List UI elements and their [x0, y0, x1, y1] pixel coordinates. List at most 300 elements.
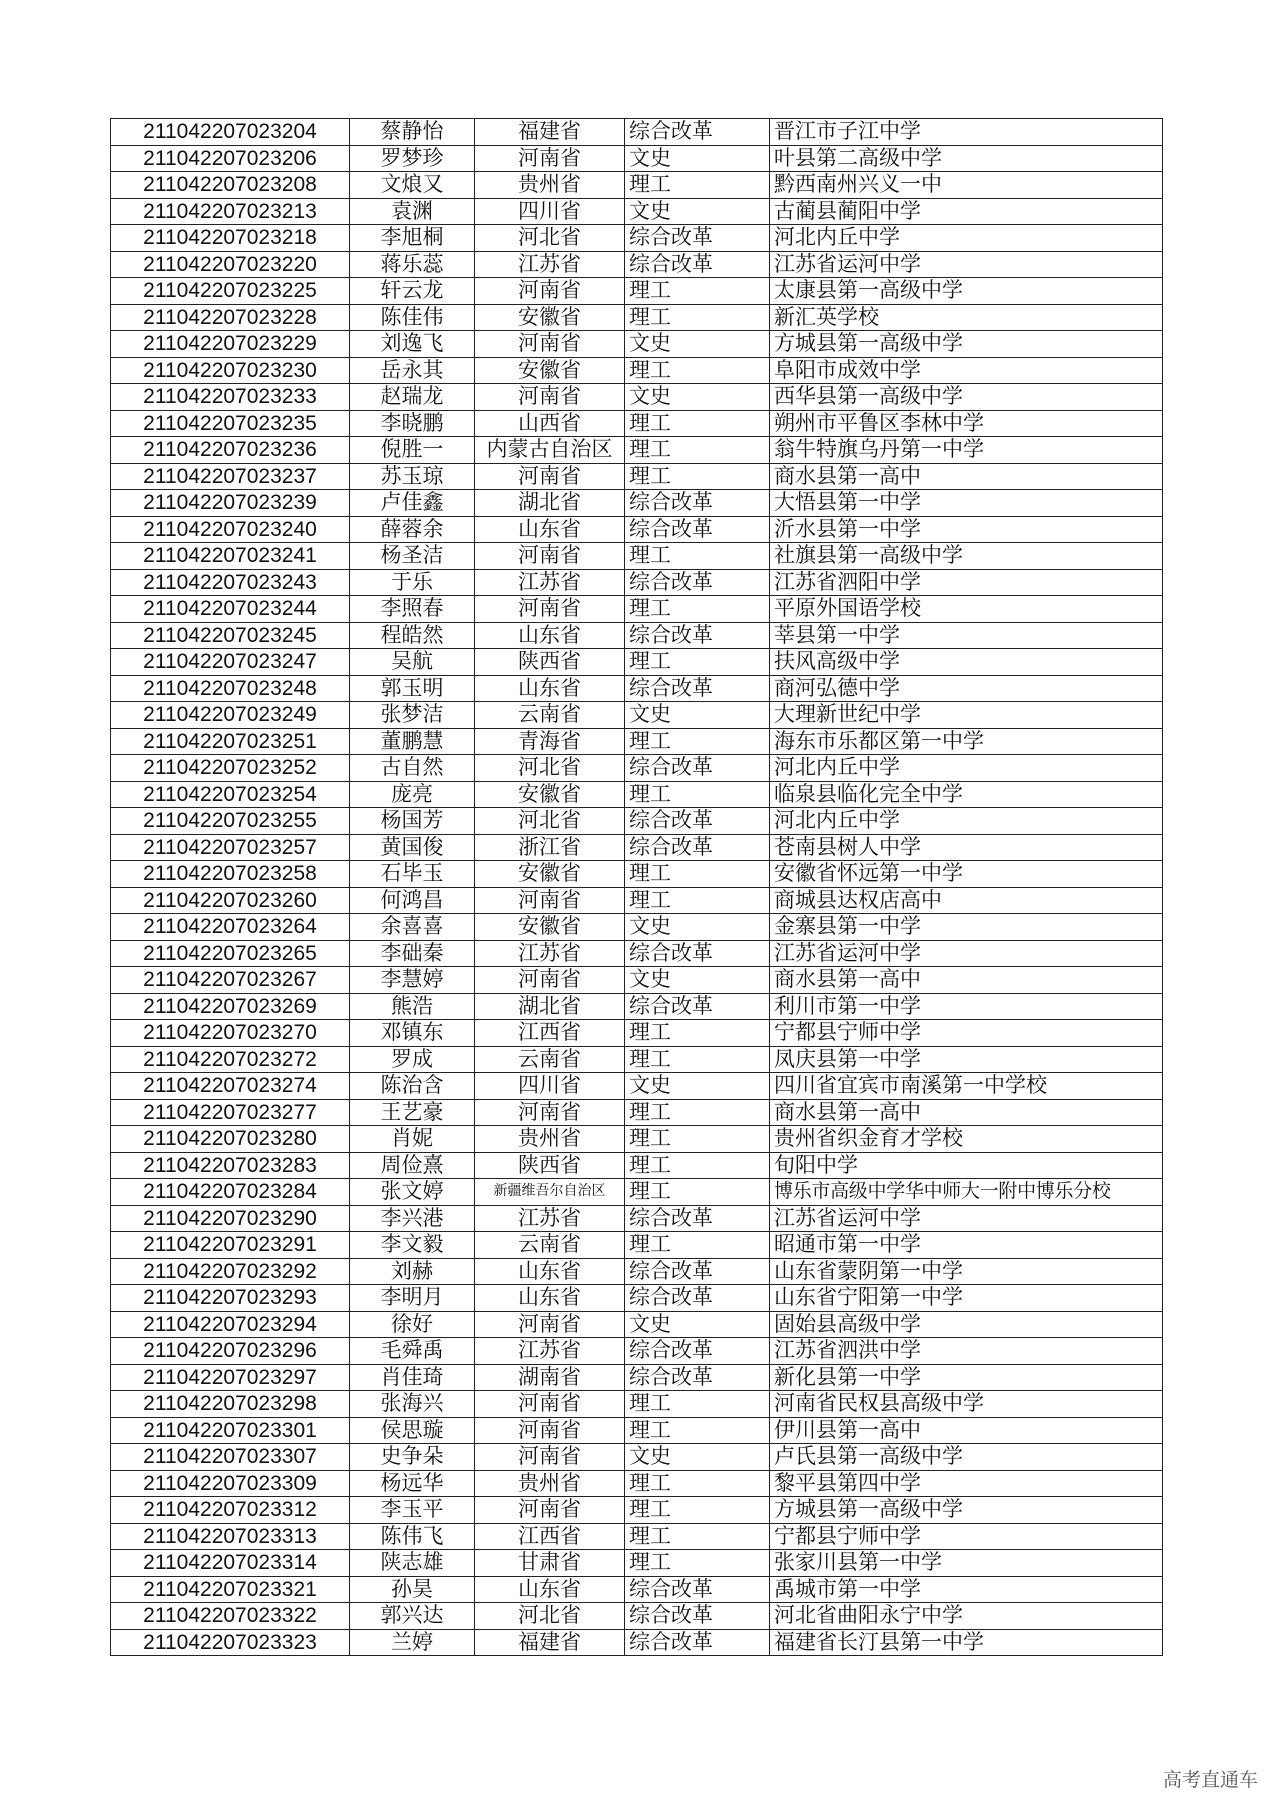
name-cell: 陈佳伟 [350, 304, 475, 331]
province-cell: 贵州省 [475, 172, 625, 199]
name-cell: 肖佳琦 [350, 1364, 475, 1391]
table-row [111, 516, 1163, 543]
id-cell: 211042207023292 [111, 1258, 350, 1285]
school-cell: 禹城市第一中学 [770, 1576, 1163, 1603]
school-cell: 黔西南州兴义一中 [770, 172, 1163, 199]
school-cell: 宁都县宁师中学 [770, 1020, 1163, 1047]
school-cell: 河北内丘中学 [770, 755, 1163, 782]
id-cell: 211042207023260 [111, 887, 350, 914]
province-cell: 河南省 [475, 1311, 625, 1338]
school-cell: 昭通市第一中学 [770, 1232, 1163, 1259]
id-cell: 211042207023235 [111, 410, 350, 437]
province-cell: 河南省 [475, 967, 625, 994]
admission-table [110, 118, 1163, 1656]
school-cell: 大理新世纪中学 [770, 702, 1163, 729]
table-row [111, 887, 1163, 914]
school-cell: 河北省曲阳永宁中学 [770, 1603, 1163, 1630]
id-cell: 211042207023284 [111, 1179, 350, 1206]
table-row [111, 1179, 1163, 1206]
id-cell: 211042207023258 [111, 861, 350, 888]
subject-cell: 文史 [625, 1073, 770, 1100]
province-cell: 山西省 [475, 410, 625, 437]
name-cell: 李慧婷 [350, 967, 475, 994]
subject-cell: 综合改革 [625, 1629, 770, 1656]
subject-cell: 理工 [625, 1497, 770, 1524]
province-cell: 江苏省 [475, 1205, 625, 1232]
table-row [111, 781, 1163, 808]
subject-cell: 综合改革 [625, 940, 770, 967]
id-cell: 211042207023277 [111, 1099, 350, 1126]
id-cell: 211042207023264 [111, 914, 350, 941]
subject-cell: 理工 [625, 543, 770, 570]
province-cell: 云南省 [475, 1046, 625, 1073]
school-cell: 山东省宁阳第一中学 [770, 1285, 1163, 1312]
name-cell: 卢佳鑫 [350, 490, 475, 517]
province-cell: 甘肃省 [475, 1550, 625, 1577]
province-cell: 河南省 [475, 1497, 625, 1524]
name-cell: 罗成 [350, 1046, 475, 1073]
table-row [111, 861, 1163, 888]
province-cell: 江西省 [475, 1523, 625, 1550]
id-cell: 211042207023283 [111, 1152, 350, 1179]
name-cell: 李晓鹏 [350, 410, 475, 437]
name-cell: 周俭熹 [350, 1152, 475, 1179]
id-cell: 211042207023208 [111, 172, 350, 199]
province-cell: 福建省 [475, 119, 625, 146]
subject-cell: 综合改革 [625, 675, 770, 702]
name-cell: 李明月 [350, 1285, 475, 1312]
subject-cell: 理工 [625, 1179, 770, 1206]
id-cell: 211042207023245 [111, 622, 350, 649]
subject-cell: 理工 [625, 437, 770, 464]
subject-cell: 综合改革 [625, 808, 770, 835]
table-row [111, 940, 1163, 967]
subject-cell: 理工 [625, 887, 770, 914]
province-cell: 安徽省 [475, 304, 625, 331]
province-cell: 安徽省 [475, 357, 625, 384]
school-cell: 新汇英学校 [770, 304, 1163, 331]
province-cell: 浙江省 [475, 834, 625, 861]
name-cell: 张海兴 [350, 1391, 475, 1418]
id-cell: 211042207023323 [111, 1629, 350, 1656]
school-cell: 西华县第一高级中学 [770, 384, 1163, 411]
table-row [111, 198, 1163, 225]
name-cell: 兰婷 [350, 1629, 475, 1656]
school-cell: 莘县第一中学 [770, 622, 1163, 649]
table-row [111, 993, 1163, 1020]
name-cell: 程皓然 [350, 622, 475, 649]
school-cell: 新化县第一中学 [770, 1364, 1163, 1391]
name-cell: 毛舜禹 [350, 1338, 475, 1365]
school-cell: 博乐市高级中学华中师大一附中博乐分校 [770, 1179, 1163, 1206]
table-row [111, 304, 1163, 331]
school-cell: 翁牛特旗乌丹第一中学 [770, 437, 1163, 464]
province-cell: 山东省 [475, 675, 625, 702]
table-row [111, 1020, 1163, 1047]
province-cell: 青海省 [475, 728, 625, 755]
table-row [111, 834, 1163, 861]
table-row [111, 1285, 1163, 1312]
table-row [111, 1232, 1163, 1259]
name-cell: 李文毅 [350, 1232, 475, 1259]
name-cell: 苏玉琼 [350, 463, 475, 490]
table-row [111, 596, 1163, 623]
school-cell: 商城县达权店高中 [770, 887, 1163, 914]
province-cell: 山东省 [475, 622, 625, 649]
name-cell: 侯思璇 [350, 1417, 475, 1444]
subject-cell: 理工 [625, 1126, 770, 1153]
school-cell: 叶县第二高级中学 [770, 145, 1163, 172]
subject-cell: 综合改革 [625, 755, 770, 782]
province-cell: 河南省 [475, 463, 625, 490]
subject-cell: 综合改革 [625, 993, 770, 1020]
table-row [111, 251, 1163, 278]
subject-cell: 文史 [625, 198, 770, 225]
school-cell: 黎平县第四中学 [770, 1470, 1163, 1497]
province-cell: 山东省 [475, 1285, 625, 1312]
subject-cell: 文史 [625, 384, 770, 411]
name-cell: 文烺又 [350, 172, 475, 199]
subject-cell: 文史 [625, 331, 770, 358]
name-cell: 袁渊 [350, 198, 475, 225]
name-cell: 蒋乐蕊 [350, 251, 475, 278]
school-cell: 平原外国语学校 [770, 596, 1163, 623]
subject-cell: 文史 [625, 1444, 770, 1471]
id-cell: 211042207023248 [111, 675, 350, 702]
id-cell: 211042207023213 [111, 198, 350, 225]
province-cell: 湖北省 [475, 993, 625, 1020]
table-body [111, 119, 1163, 1656]
id-cell: 211042207023312 [111, 1497, 350, 1524]
subject-cell: 理工 [625, 463, 770, 490]
table-row [111, 808, 1163, 835]
table-row [111, 1311, 1163, 1338]
school-cell: 利川市第一中学 [770, 993, 1163, 1020]
name-cell: 董鹏慧 [350, 728, 475, 755]
id-cell: 211042207023280 [111, 1126, 350, 1153]
id-cell: 211042207023220 [111, 251, 350, 278]
id-cell: 211042207023257 [111, 834, 350, 861]
subject-cell: 综合改革 [625, 622, 770, 649]
school-cell: 阜阳市成效中学 [770, 357, 1163, 384]
name-cell: 杨国芳 [350, 808, 475, 835]
province-cell: 河南省 [475, 1444, 625, 1471]
name-cell: 李础秦 [350, 940, 475, 967]
table-row [111, 1364, 1163, 1391]
subject-cell: 理工 [625, 1020, 770, 1047]
id-cell: 211042207023307 [111, 1444, 350, 1471]
id-cell: 211042207023243 [111, 569, 350, 596]
subject-cell: 理工 [625, 649, 770, 676]
province-cell: 江苏省 [475, 251, 625, 278]
name-cell: 邓镇东 [350, 1020, 475, 1047]
id-cell: 211042207023274 [111, 1073, 350, 1100]
id-cell: 211042207023294 [111, 1311, 350, 1338]
name-cell: 刘逸飞 [350, 331, 475, 358]
subject-cell: 理工 [625, 781, 770, 808]
table-row [111, 225, 1163, 252]
school-cell: 福建省长汀县第一中学 [770, 1629, 1163, 1656]
id-cell: 211042207023206 [111, 145, 350, 172]
id-cell: 211042207023218 [111, 225, 350, 252]
subject-cell: 理工 [625, 1152, 770, 1179]
name-cell: 史争朵 [350, 1444, 475, 1471]
province-cell: 河南省 [475, 1099, 625, 1126]
school-cell: 宁都县宁师中学 [770, 1523, 1163, 1550]
subject-cell: 文史 [625, 1311, 770, 1338]
province-cell: 湖南省 [475, 1364, 625, 1391]
table-row [111, 1338, 1163, 1365]
province-cell: 湖北省 [475, 490, 625, 517]
province-cell: 河南省 [475, 596, 625, 623]
table-row [111, 384, 1163, 411]
id-cell: 211042207023297 [111, 1364, 350, 1391]
id-cell: 211042207023254 [111, 781, 350, 808]
subject-cell: 综合改革 [625, 1258, 770, 1285]
id-cell: 211042207023249 [111, 702, 350, 729]
subject-cell: 综合改革 [625, 516, 770, 543]
name-cell: 岳永其 [350, 357, 475, 384]
name-cell: 余喜喜 [350, 914, 475, 941]
table-row [111, 728, 1163, 755]
school-cell: 江苏省运河中学 [770, 1205, 1163, 1232]
id-cell: 211042207023313 [111, 1523, 350, 1550]
id-cell: 211042207023293 [111, 1285, 350, 1312]
name-cell: 刘赫 [350, 1258, 475, 1285]
province-cell: 四川省 [475, 1073, 625, 1100]
school-cell: 海东市乐都区第一中学 [770, 728, 1163, 755]
school-cell: 河南省民权县高级中学 [770, 1391, 1163, 1418]
province-cell: 江西省 [475, 1020, 625, 1047]
province-cell: 河南省 [475, 1417, 625, 1444]
id-cell: 211042207023230 [111, 357, 350, 384]
table-row [111, 914, 1163, 941]
id-cell: 211042207023233 [111, 384, 350, 411]
name-cell: 古自然 [350, 755, 475, 782]
id-cell: 211042207023272 [111, 1046, 350, 1073]
name-cell: 赵瑞龙 [350, 384, 475, 411]
school-cell: 卢氏县第一高级中学 [770, 1444, 1163, 1471]
name-cell: 郭玉明 [350, 675, 475, 702]
subject-cell: 综合改革 [625, 569, 770, 596]
name-cell: 杨远华 [350, 1470, 475, 1497]
id-cell: 211042207023247 [111, 649, 350, 676]
province-cell: 四川省 [475, 198, 625, 225]
table-row [111, 1205, 1163, 1232]
id-cell: 211042207023267 [111, 967, 350, 994]
table-row [111, 1576, 1163, 1603]
subject-cell: 综合改革 [625, 1205, 770, 1232]
school-cell: 方城县第一高级中学 [770, 1497, 1163, 1524]
subject-cell: 综合改革 [625, 490, 770, 517]
table-row [111, 1523, 1163, 1550]
subject-cell: 综合改革 [625, 119, 770, 146]
province-cell: 江苏省 [475, 940, 625, 967]
province-cell: 云南省 [475, 702, 625, 729]
province-cell: 河北省 [475, 225, 625, 252]
table-row [111, 1417, 1163, 1444]
id-cell: 211042207023309 [111, 1470, 350, 1497]
province-cell: 山东省 [475, 516, 625, 543]
subject-cell: 文史 [625, 702, 770, 729]
table-row [111, 1470, 1163, 1497]
school-cell: 苍南县树人中学 [770, 834, 1163, 861]
table-row [111, 675, 1163, 702]
province-cell: 陕西省 [475, 649, 625, 676]
school-cell: 社旗县第一高级中学 [770, 543, 1163, 570]
name-cell: 罗梦珍 [350, 145, 475, 172]
subject-cell: 理工 [625, 1099, 770, 1126]
school-cell: 朔州市平鲁区李林中学 [770, 410, 1163, 437]
table-row [111, 702, 1163, 729]
province-cell: 江苏省 [475, 569, 625, 596]
subject-cell: 综合改革 [625, 1285, 770, 1312]
name-cell: 孙昊 [350, 1576, 475, 1603]
name-cell: 轩云龙 [350, 278, 475, 305]
province-cell: 安徽省 [475, 861, 625, 888]
name-cell: 石毕玉 [350, 861, 475, 888]
table-row [111, 1152, 1163, 1179]
province-cell: 山东省 [475, 1258, 625, 1285]
table-row [111, 755, 1163, 782]
table-row [111, 1391, 1163, 1418]
school-cell: 江苏省泗洪中学 [770, 1338, 1163, 1365]
subject-cell: 综合改革 [625, 834, 770, 861]
subject-cell: 理工 [625, 172, 770, 199]
watermark: 高考直通车 [1162, 1769, 1258, 1791]
id-cell: 211042207023301 [111, 1417, 350, 1444]
id-cell: 211042207023291 [111, 1232, 350, 1259]
table-row [111, 1603, 1163, 1630]
table-row [111, 622, 1163, 649]
school-cell: 江苏省泗阳中学 [770, 569, 1163, 596]
school-cell: 河北内丘中学 [770, 808, 1163, 835]
subject-cell: 理工 [625, 1470, 770, 1497]
id-cell: 211042207023321 [111, 1576, 350, 1603]
table-row [111, 1099, 1163, 1126]
table-row [111, 967, 1163, 994]
id-cell: 211042207023225 [111, 278, 350, 305]
name-cell: 陕志雄 [350, 1550, 475, 1577]
table-row [111, 569, 1163, 596]
name-cell: 杨圣洁 [350, 543, 475, 570]
school-cell: 大悟县第一中学 [770, 490, 1163, 517]
school-cell: 方城县第一高级中学 [770, 331, 1163, 358]
id-cell: 211042207023270 [111, 1020, 350, 1047]
id-cell: 211042207023251 [111, 728, 350, 755]
subject-cell: 理工 [625, 1417, 770, 1444]
subject-cell: 综合改革 [625, 1603, 770, 1630]
id-cell: 211042207023240 [111, 516, 350, 543]
province-cell: 河北省 [475, 755, 625, 782]
name-cell: 陈治含 [350, 1073, 475, 1100]
province-cell: 河南省 [475, 887, 625, 914]
school-cell: 太康县第一高级中学 [770, 278, 1163, 305]
table-row [111, 331, 1163, 358]
name-cell: 薛蓉余 [350, 516, 475, 543]
subject-cell: 理工 [625, 1046, 770, 1073]
school-cell: 临泉县临化完全中学 [770, 781, 1163, 808]
id-cell: 211042207023265 [111, 940, 350, 967]
subject-cell: 理工 [625, 861, 770, 888]
province-cell: 河南省 [475, 145, 625, 172]
subject-cell: 理工 [625, 728, 770, 755]
province-cell: 河南省 [475, 543, 625, 570]
province-cell: 云南省 [475, 1232, 625, 1259]
subject-cell: 理工 [625, 1523, 770, 1550]
subject-cell: 理工 [625, 1232, 770, 1259]
subject-cell: 理工 [625, 1550, 770, 1577]
table-row [111, 119, 1163, 146]
id-cell: 211042207023269 [111, 993, 350, 1020]
school-cell: 张家川县第一中学 [770, 1550, 1163, 1577]
name-cell: 熊浩 [350, 993, 475, 1020]
table-row [111, 490, 1163, 517]
id-cell: 211042207023252 [111, 755, 350, 782]
name-cell: 蔡静怡 [350, 119, 475, 146]
province-cell: 河北省 [475, 1603, 625, 1630]
province-cell: 内蒙古自治区 [475, 437, 625, 464]
subject-cell: 理工 [625, 596, 770, 623]
name-cell: 倪胜一 [350, 437, 475, 464]
school-cell: 商河弘德中学 [770, 675, 1163, 702]
school-cell: 贵州省织金育才学校 [770, 1126, 1163, 1153]
province-cell: 河南省 [475, 278, 625, 305]
table-row [111, 145, 1163, 172]
school-cell: 旬阳中学 [770, 1152, 1163, 1179]
subject-cell: 文史 [625, 145, 770, 172]
province-cell: 安徽省 [475, 914, 625, 941]
subject-cell: 理工 [625, 304, 770, 331]
school-cell: 商水县第一高中 [770, 1099, 1163, 1126]
id-cell: 211042207023241 [111, 543, 350, 570]
table-row [111, 172, 1163, 199]
school-cell: 商水县第一高中 [770, 967, 1163, 994]
name-cell: 张文婷 [350, 1179, 475, 1206]
name-cell: 李照春 [350, 596, 475, 623]
subject-cell: 综合改革 [625, 251, 770, 278]
id-cell: 211042207023236 [111, 437, 350, 464]
name-cell: 庞亮 [350, 781, 475, 808]
school-cell: 晋江市子江中学 [770, 119, 1163, 146]
province-cell: 山东省 [475, 1576, 625, 1603]
id-cell: 211042207023229 [111, 331, 350, 358]
id-cell: 211042207023296 [111, 1338, 350, 1365]
table-row [111, 357, 1163, 384]
table-row [111, 1550, 1163, 1577]
province-cell: 安徽省 [475, 781, 625, 808]
id-cell: 211042207023314 [111, 1550, 350, 1577]
name-cell: 李旭桐 [350, 225, 475, 252]
subject-cell: 文史 [625, 914, 770, 941]
id-cell: 211042207023290 [111, 1205, 350, 1232]
subject-cell: 综合改革 [625, 1338, 770, 1365]
id-cell: 211042207023228 [111, 304, 350, 331]
school-cell: 伊川县第一高中 [770, 1417, 1163, 1444]
table-row [111, 463, 1163, 490]
table-row [111, 1258, 1163, 1285]
province-cell: 贵州省 [475, 1470, 625, 1497]
name-cell: 黄国俊 [350, 834, 475, 861]
province-cell: 江苏省 [475, 1338, 625, 1365]
table-row [111, 543, 1163, 570]
table-row [111, 1046, 1163, 1073]
province-cell: 陕西省 [475, 1152, 625, 1179]
table-row [111, 278, 1163, 305]
id-cell: 211042207023298 [111, 1391, 350, 1418]
name-cell: 于乐 [350, 569, 475, 596]
table-row [111, 437, 1163, 464]
